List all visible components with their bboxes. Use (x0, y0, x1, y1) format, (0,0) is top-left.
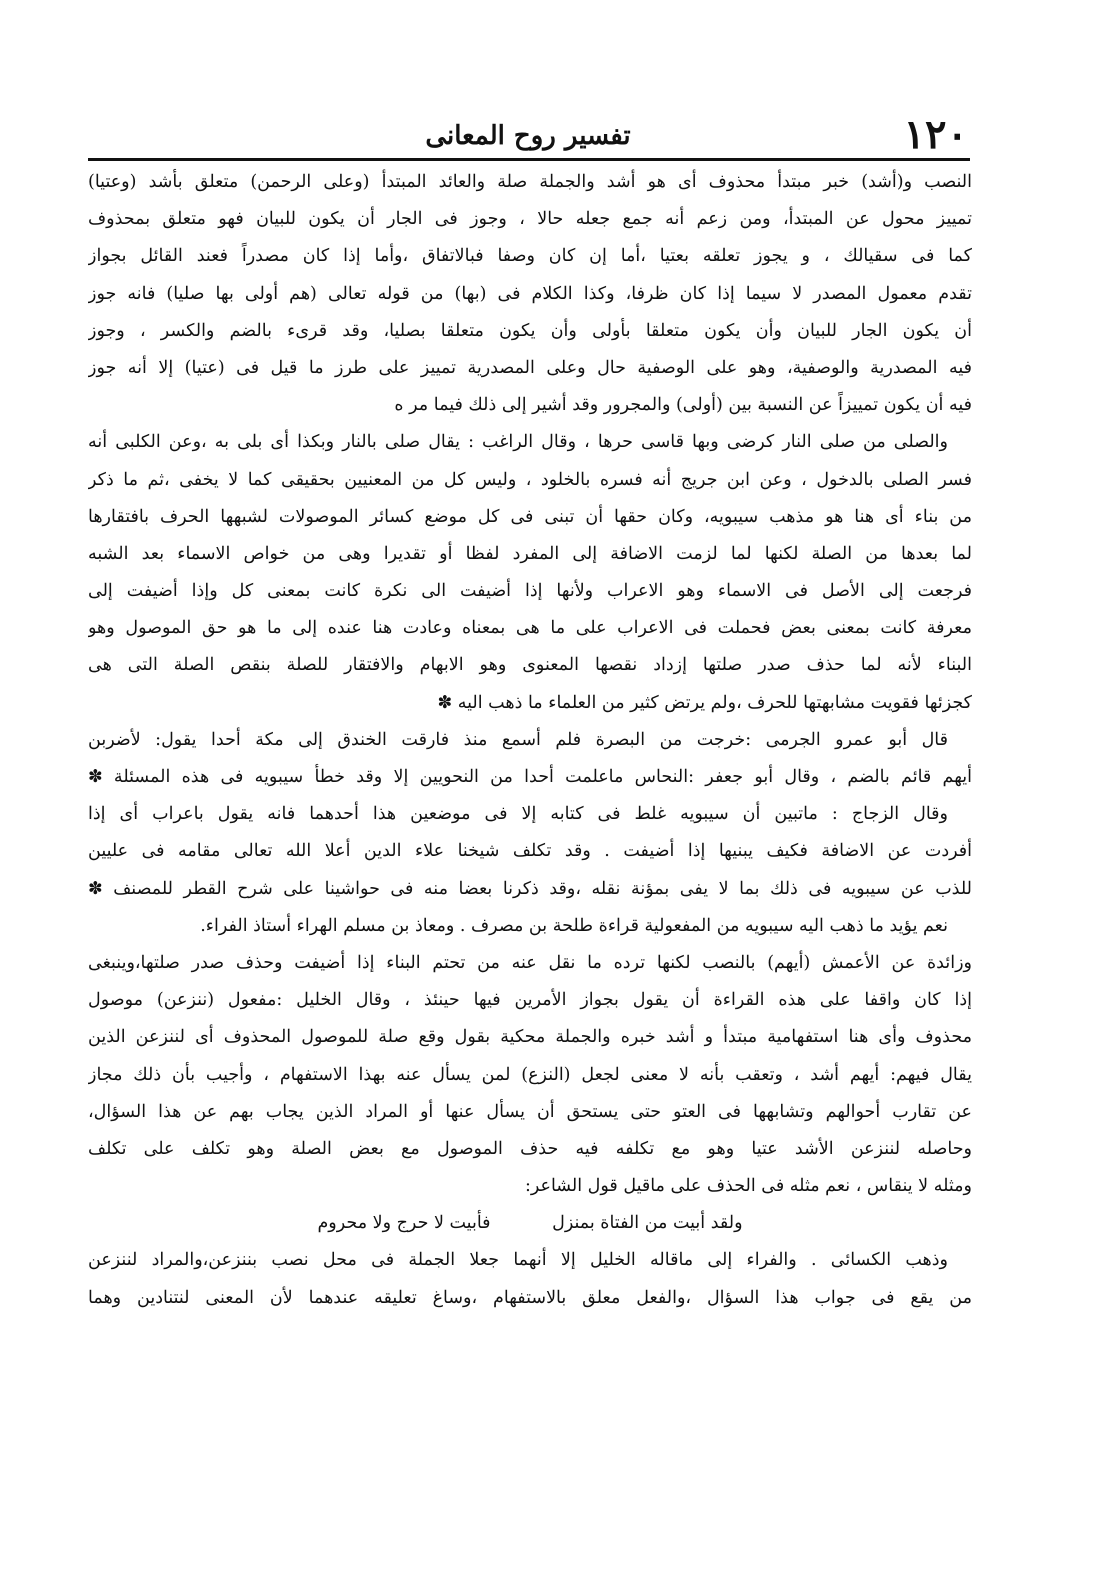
poetry-verse (88, 1205, 972, 1242)
text-line: وحاصله لننزعن الأشد عتيا وهو مع تكلفه فيه حذف الموصول مع بعض الصلة وهو تكلف على تكلف (88, 1138, 972, 1159)
text-line: كما فى سقيالك ، و يجوز تعلقه بعتيا ،أما إن كان وصفا فبالاتفاق ،وأما إذا كان مصدراً فعند القائل بجواز (88, 246, 972, 267)
text-line: وزائدة عن الأعمش (أيهم) بالنصب لكنها ترده ما نقل عنه من تحتم البناء إذا أضيفت وحذف صدر صلتها،وينبغى (88, 952, 972, 973)
paragraph-start-line: نعم يؤيد ما ذهب اليه سيبويه من المفعولية قراءة طلحة بن مصرف . ومعاذ بن مسلم الهراء أستاذ الفراء. (200, 915, 948, 936)
text-line: ومثله لا ينقاس ، نعم مثله فى الحذف على ماقيل قول الشاعر: (524, 1176, 972, 1197)
text-line: تمييز محول عن المبتدأ، ومن زعم أنه جمع جعله حالا ، وجوز فى الجار أن يكون للبيان فهو متعلق بمحذوف (88, 209, 972, 230)
text-line: لما بعدها من الصلة لكنها لما لزمت الاضافة إلى المفرد لفظا أو تقديرا وهى من خواص الاسماء بعد الشبه (88, 543, 972, 564)
text-line: يقال فيهم: أيهم أشد ، وتعقب بأنه لا معنى لجعل (النزع) لمن يسأل عنه بهذا الاستفهام ، وأجيب بأن ذلك مجاز (88, 1064, 972, 1085)
page-number: ١٢٠ (903, 111, 968, 158)
verse-second-hemistich: فأبيت لا حرج ولا محروم (317, 1213, 491, 1234)
text-line: أيهم قائم بالضم ، وقال أبو جعفر :النحاس ماعلمت أحدا من النحويين إلا وقد خطأ سيبويه فى هذه المسئلة ✽ (88, 767, 972, 787)
book-title: تفسير روح المعانى (425, 121, 631, 151)
page-header (88, 112, 968, 158)
text-line: فرجعت إلى الأصل فى الاسماء وهو الاعراب ولأنها إذا أضيفت الى نكرة كانت بمعنى كل وإذا أضيفت إلى (88, 581, 972, 602)
paragraph-start-line: وذهب الكسائى . والفراء إلى ماقاله الخليل إلا أنهما جعلا الجملة فى محل نصب بننزعن،والمراد لننزعن (88, 1250, 948, 1271)
text-line: إذا كان واقفا على هذه القراءة أن يقول بجواز الأمرين فيها حينئذ ، وقال الخليل :مفعول (ننزعن) موصول (88, 990, 972, 1011)
paragraph-start-line: قال أبو عمرو الجرمى :خرجت من البصرة فلم أسمع منذ فارقت الخندق إلى مكة أحدا يقول: لأضربن (88, 729, 948, 750)
text-line: فسر الصلى بالدخول ، وعن ابن جريج أنه فسره بالخلود ، وليس كل من المعنيين بحقيقى كما لا يخفى ،ثم ما ذكر (88, 469, 972, 490)
text-line: البناء لأنه لما حذف صدر صلتها إزداد نقصها المعنوى وهو الابهام والافتقار للصلة بنقص الصلة التى هى (88, 655, 972, 676)
header-rule (88, 158, 970, 161)
text-line: من بناء أى هنا هو مذهب سيبويه، وكان حقها أن تبنى فى كل موضع كسائر الموصولات لشبهها الحرف بافتقارها (88, 506, 972, 527)
text-line: فيه المصدرية والوصفية، وهو على الوصفية حال وعلى المصدرية تمييز على طرز ما قيل فى (عتيا) إلا أنه جوز (88, 357, 972, 378)
text-line: عن تقارب أحوالهم وتشابهها فى العتو حتى يستحق أن يسأل عنها أو المراد الذين يجاب بهم عن هذا السؤال، (88, 1101, 972, 1122)
paragraph-start-line: والصلى من صلى النار كرضى وبها قاسى حرها ، وقال الراغب : يقال صلى بالنار وبكذا أى بلى به ،وعن الكلبى أنه (88, 432, 948, 453)
paragraph-start-line: وقال الزجاج : ماتبين أن سيبويه غلط فى كتابه إلا فى موضعين هذا أحدهما فانه يقول باعراب أى إذا (88, 804, 948, 825)
text-line: أفردت عن الاضافة فكيف يبنيها إذا أضيفت . وقد تكلف شيخنا علاء الدين أعلا الله تعالى مقامه فى عليين (88, 841, 972, 862)
text-line: من يقع فى جواب هذا السؤال ،والفعل معلق بالاستفهام ،وساغ تعليقه عندهما لأن المعنى لنتنادين وهما (88, 1287, 972, 1308)
text-line: تقدم معمول المصدر لا سيما إذا كان ظرفا، وكذا الكلام فى (بها) من قوله تعالى (هم أولى بها صليا) فانه جوز (88, 283, 972, 304)
page-body (88, 164, 972, 1317)
text-line: محذوف وأى هنا استفهامية مبتدأ و أشد خبره والجملة محكية بقول وقع صلة للموصول المحذوف أى لننزعن الذين (88, 1027, 972, 1048)
text-line: النصب و(أشد) خبر مبتدأ محذوف أى هو أشد والجملة صلة والعائد المبتدأ (وعلى الرحمن) متعلق بأشد (وعتيا) (88, 172, 972, 192)
text-line: للذب عن سيبويه فى ذلك بما لا يفى بمؤنة نقله ،وقد ذكرنا بعضا منه فى حواشينا على شرح القطر للمصنف ✽ (88, 878, 972, 899)
text-line: فيه أن يكون تمييزاً عن النسبة بين (أولى) والمجرور وقد أشير إلى ذلك فيما مر ه (394, 395, 972, 416)
text-line: أن يكون الجار للبيان وأن يكون متعلقا بأولى وأن يكون متعلقا بصليا، وقد قرىء بالضم والكسر ، وجوز (88, 320, 972, 341)
text-line: كجزئها فقويت مشابهتها للحرف ،ولم يرتض كثير من العلماء ما ذهب اليه ✽ (437, 692, 972, 713)
text-line: معرفة كانت بمعنى بعض فحملت فى الاعراب على ما هى بمعناه وعادت هنا عنده إلى ما هو حق الموصول وهو (88, 618, 972, 639)
verse-first-hemistich: ولقد أبيت من الفتاة بمنزل (552, 1213, 743, 1234)
